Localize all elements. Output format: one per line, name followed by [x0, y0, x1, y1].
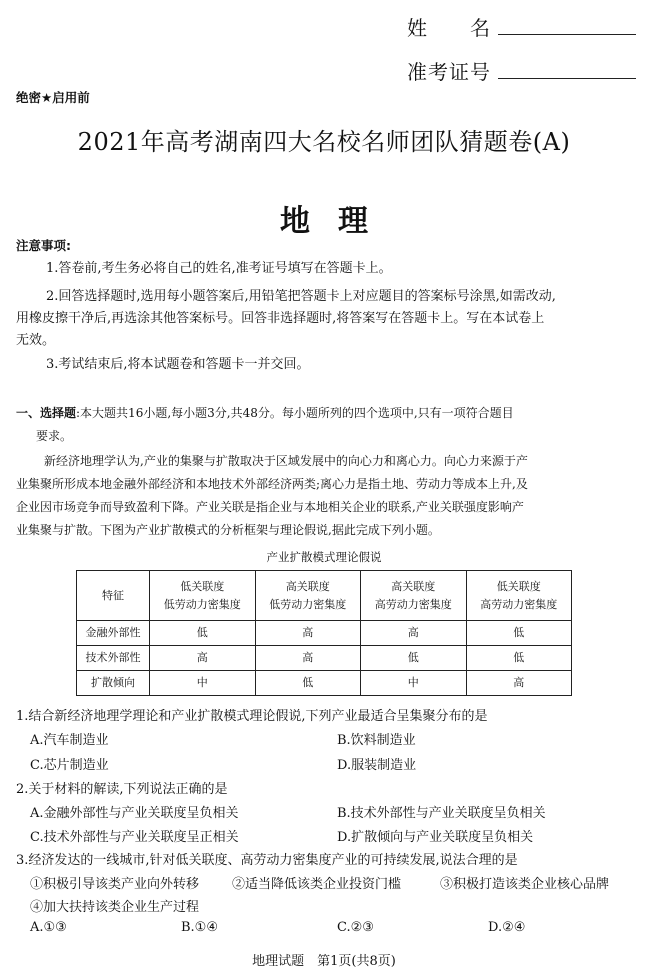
- answer-option: D.扩散倾向与产业关联度呈负相关: [337, 830, 534, 845]
- notice-heading: 注意事项:: [16, 238, 71, 253]
- answer-option: A.①③: [30, 920, 67, 935]
- id-blank: [498, 60, 636, 79]
- passage-line: 企业因市场竞争而导致盈利下降。产业关联是指企业与本地相关企业的联系,产业关联强度影响产: [16, 500, 524, 514]
- table-header-cell: 高关联度 低劳动力密集度: [255, 571, 361, 621]
- answer-option: C.芯片制造业: [30, 758, 109, 773]
- table-row: [77, 671, 572, 696]
- passage-line: 新经济地理学认为,产业的集聚与扩散取决于区域发展中的向心力和离心力。向心力来源于产: [44, 454, 528, 468]
- table-header-cell: 低关联度 低劳动力密集度: [150, 571, 256, 621]
- statement-item: ②适当降低该类企业投资门槛: [232, 877, 402, 892]
- secret-mark: 绝密★启用前: [16, 90, 90, 105]
- id-field: [407, 56, 636, 85]
- answer-option: D.②④: [488, 920, 526, 935]
- section-label: 一、选择题: [16, 406, 77, 420]
- section-heading: [16, 403, 514, 424]
- table-cell: 高: [361, 621, 467, 646]
- answer-option: B.技术外部性与产业关联度呈负相关: [337, 806, 546, 821]
- theory-table: [76, 570, 572, 696]
- table-cell: 低: [361, 646, 467, 671]
- table-row: [77, 621, 572, 646]
- table-cell: 低: [255, 671, 361, 696]
- table-cell: 低: [466, 621, 572, 646]
- section-desc-2: 要求。: [36, 429, 73, 443]
- table-cell: 低: [466, 646, 572, 671]
- statement-item: ①积极引导该类产业向外转移: [30, 877, 200, 892]
- question-stem: 1.结合新经济地理学理论和产业扩散模式理论假说,下列产业最适合呈集聚分布的是: [16, 709, 488, 724]
- notice-item: 3.考试结束后,将本试题卷和答题卡一并交回。: [46, 357, 310, 372]
- exam-title: 2021年高考湖南四大名校名师团队猜题卷(A): [77, 128, 571, 156]
- question-stem: 2.关于材料的解读,下列说法正确的是: [16, 782, 228, 797]
- table-corner: 特征: [77, 571, 150, 621]
- name-label: 姓 名: [407, 16, 491, 40]
- notice-item: 2.回答选择题时,选用每小题答案后,用铅笔把答题卡上对应题目的答案标号涂黑,如需改动,: [46, 289, 556, 304]
- name-field: [407, 12, 636, 41]
- table-caption: 产业扩散模式理论假说: [266, 550, 382, 564]
- table-header-cell: 高关联度 高劳动力密集度: [361, 571, 467, 621]
- statement-item: ④加大扶持该类企业生产过程: [30, 900, 200, 915]
- answer-option: B.饮料制造业: [337, 733, 416, 748]
- table-row: [77, 646, 572, 671]
- page-footer: 地理试题 第1页(共8页): [252, 954, 396, 969]
- table-cell: 中: [361, 671, 467, 696]
- answer-option: C.技术外部性与产业关联度呈正相关: [30, 830, 239, 845]
- answer-option: C.②③: [337, 920, 374, 935]
- subject-title: 地理: [280, 204, 396, 239]
- notice-item: 用橡皮擦干净后,再选涂其他答案标号。回答非选择题时,将答案写在答题卡上。写在本试卷上: [16, 311, 545, 326]
- question-stem: 3.经济发达的一线城市,针对低关联度、高劳动力密集度产业的可持续发展,说法合理的是: [16, 853, 518, 868]
- table-cell: 高: [255, 646, 361, 671]
- passage-line: 业集聚所形成本地金融外部经济和本地技术外部经济两类;离心力是指土地、劳动力等成本上升,及: [16, 477, 528, 491]
- table-cell: 高: [255, 621, 361, 646]
- row-label: 金融外部性: [77, 621, 150, 646]
- id-label: 准考证号: [407, 60, 491, 84]
- name-blank: [498, 16, 636, 35]
- answer-option: B.①④: [181, 920, 218, 935]
- answer-option: A.金融外部性与产业关联度呈负相关: [30, 806, 239, 821]
- table-cell: 高: [466, 671, 572, 696]
- passage-line: 业集聚与扩散。下图为产业扩散模式的分析框架与理论假说,据此完成下列小题。: [16, 523, 440, 537]
- row-label: 技术外部性: [77, 646, 150, 671]
- table-cell: 低: [150, 621, 256, 646]
- statement-item: ③积极打造该类企业核心品牌: [440, 877, 610, 892]
- notice-item: 无效。: [16, 333, 56, 348]
- table-cell: 高: [150, 646, 256, 671]
- answer-option: A.汽车制造业: [30, 733, 109, 748]
- table-header-cell: 低关联度 高劳动力密集度: [466, 571, 572, 621]
- table-cell: 中: [150, 671, 256, 696]
- section-desc: :本大题共16小题,每小题3分,共48分。每小题所列的四个选项中,只有一项符合题目: [76, 406, 514, 420]
- row-label: 扩散倾向: [77, 671, 150, 696]
- answer-option: D.服装制造业: [337, 758, 417, 773]
- notice-item: 1.答卷前,考生务必将自己的姓名,准考证号填写在答题卡上。: [46, 261, 392, 276]
